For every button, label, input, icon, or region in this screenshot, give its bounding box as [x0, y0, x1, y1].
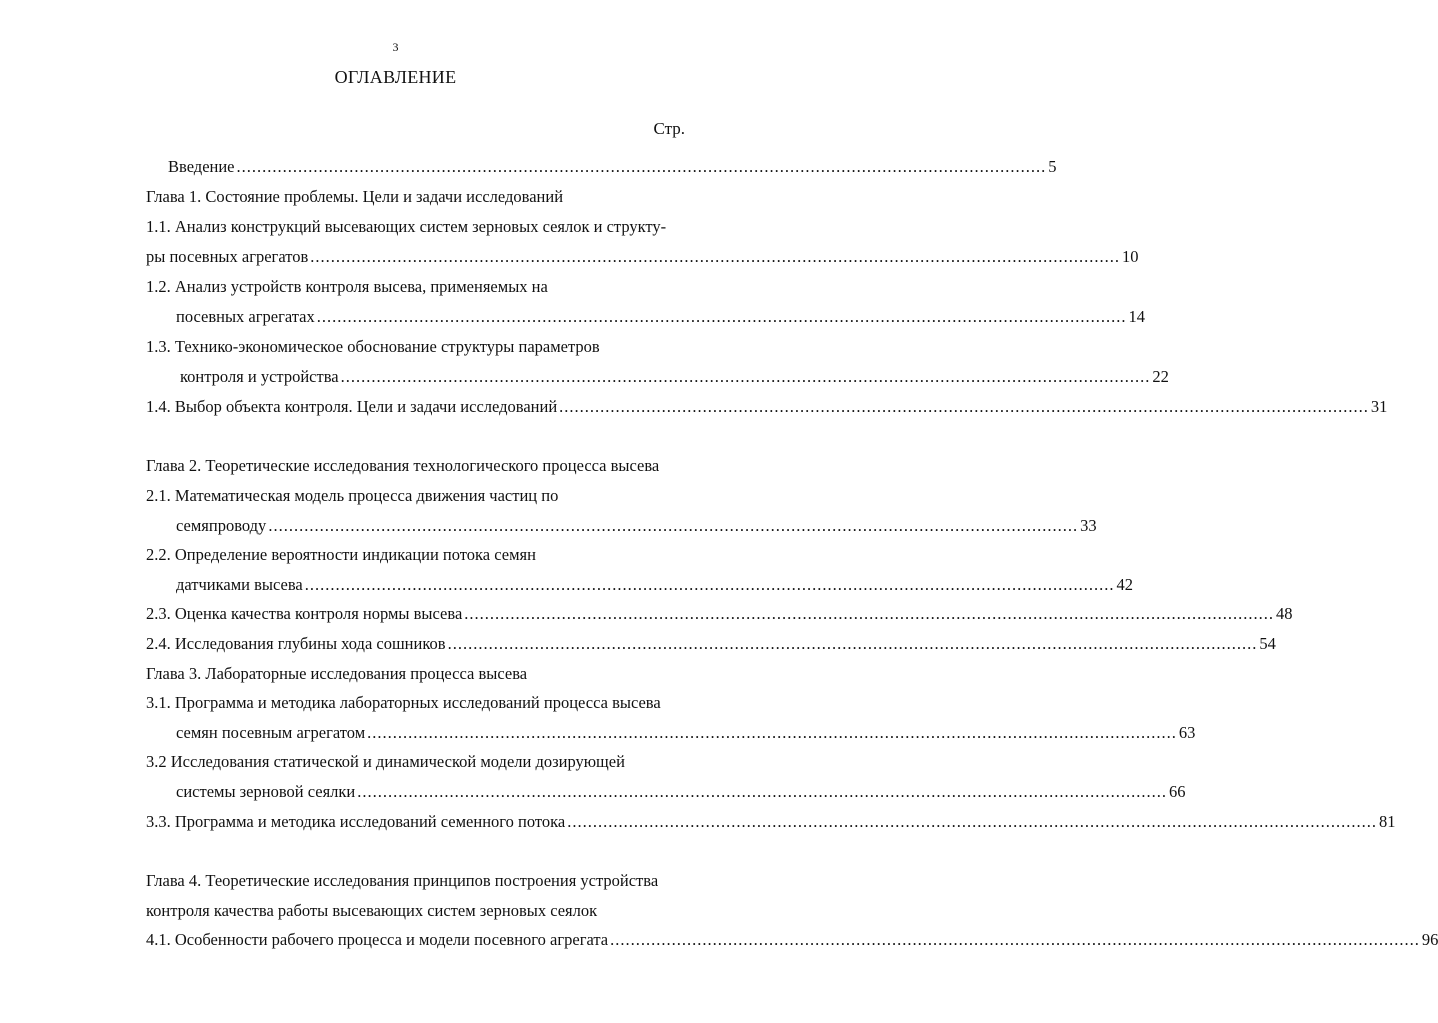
dot-leader: ..............................................................................................................................................................: [559, 397, 1369, 416]
toc-entry-page: 22: [1152, 367, 1169, 386]
toc-entry-text: 1.4. Выбор объекта контроля. Цели и задачи исследований: [146, 397, 558, 416]
dot-leader: ..............................................................................................................................................................: [304, 575, 1115, 594]
toc-entry-text: 2.4. Исследования глубины хода сошников: [146, 634, 446, 653]
toc-entry-text: контроля качества работы высевающих систем зерновых сеялок: [146, 901, 598, 920]
toc-entry-page: 48: [1276, 604, 1293, 623]
toc-entry-text: ры посевных агрегатов: [146, 247, 309, 266]
toc-entry-page: 33: [1080, 516, 1097, 535]
page-title: ОГЛАВЛЕНИЕ: [334, 67, 457, 87]
toc-entry-text: 2.1. Математическая модель процесса движения частиц по: [146, 486, 559, 505]
toc-entry-page: 54: [1259, 634, 1276, 653]
toc-entry-page: 31: [1370, 397, 1388, 416]
toc-entry: [180, 366, 1169, 388]
page-number: 3: [392, 40, 399, 54]
page-column-label: Стр.: [653, 119, 685, 138]
toc-chapter-heading: Глава 1. Состояние проблемы. Цели и задачи исследований: [146, 187, 564, 206]
dot-leader: ..............................................................................................................................................................: [340, 367, 1151, 386]
toc-entry: [176, 574, 1133, 596]
dot-leader: ..............................................................................................................................................................: [464, 604, 1275, 623]
toc-entry-text: семян посевным агрегатом: [176, 723, 366, 742]
dot-leader: ..............................................................................................................................................................: [316, 307, 1127, 326]
toc-entry-text: 4.1. Особенности рабочего процесса и модели посевного агрегата: [146, 930, 609, 949]
toc-entry-text: датчиками высева: [176, 575, 303, 594]
toc-entry-text: 3.2 Исследования статической и динамической модели дозирующей: [146, 752, 625, 771]
toc-entry-page: 63: [1178, 723, 1196, 742]
toc-entry-text: 3.1. Программа и методика лабораторных исследований процесса высева: [146, 693, 661, 712]
dot-leader: ..............................................................................................................................................................: [357, 782, 1167, 801]
toc-entry-page: 66: [1169, 782, 1186, 801]
toc-entry: [176, 515, 1097, 537]
toc-entry-text: семяпроводу: [176, 516, 267, 535]
toc-entry-page: 10: [1122, 247, 1139, 266]
toc-chapter-heading: Глава 4. Теоретические исследования принципов построения устройства: [146, 871, 659, 890]
dot-leader: ..............................................................................................................................................................: [367, 723, 1177, 742]
dot-leader: ..............................................................................................................................................................: [236, 157, 1047, 176]
toc-entry-page: 81: [1378, 812, 1396, 831]
toc-entry-page: 14: [1128, 307, 1145, 326]
toc-entry-text: 3.3. Программа и методика исследований семенного потока: [146, 812, 566, 831]
toc-chapter-heading: Глава 3. Лабораторные исследования процесса высева: [146, 664, 528, 683]
toc-entry: [146, 603, 1293, 625]
toc-entry-page: 96: [1421, 930, 1438, 949]
dot-leader: ..............................................................................................................................................................: [610, 930, 1420, 949]
toc-entry-text: 1.2. Анализ устройств контроля высева, применяемых на: [146, 277, 548, 296]
toc-entry-text: 2.2. Определение вероятности индикации потока семян: [146, 545, 536, 564]
toc-entry: [176, 306, 1145, 328]
toc-entry-page: 42: [1116, 575, 1133, 594]
dot-leader: ..............................................................................................................................................................: [567, 812, 1377, 831]
toc-entry-introduction: [168, 156, 1057, 178]
toc-entry: [176, 781, 1186, 803]
toc-entry-text: 2.3. Оценка качества контроля нормы высева: [146, 604, 463, 623]
toc-entry: [146, 246, 1139, 268]
toc-entry: [146, 811, 1396, 833]
toc-entry-text: 1.3. Технико-экономическое обоснование структуры параметров: [146, 337, 600, 356]
toc-entry-text: посевных агрегатах: [176, 307, 315, 326]
toc-entry-page: 5: [1048, 157, 1057, 176]
toc-entry-text: контроля и устройства: [180, 367, 339, 386]
toc-entry: [146, 633, 1276, 655]
toc-entry-text: системы зерновой сеялки: [176, 782, 356, 801]
dot-leader: ..............................................................................................................................................................: [447, 634, 1258, 653]
toc-entry: [146, 396, 1388, 418]
toc-entry-text: Введение: [168, 157, 235, 176]
toc-chapter-heading: Глава 2. Теоретические исследования технологического процесса высева: [146, 456, 660, 475]
toc-entry-text: 1.1. Анализ конструкций высевающих систем зерновых сеялок и структу-: [146, 217, 667, 236]
dot-leader: ..............................................................................................................................................................: [310, 247, 1120, 266]
toc-entry: [146, 929, 1438, 951]
dot-leader: ..............................................................................................................................................................: [268, 516, 1079, 535]
toc-entry: [176, 722, 1196, 744]
